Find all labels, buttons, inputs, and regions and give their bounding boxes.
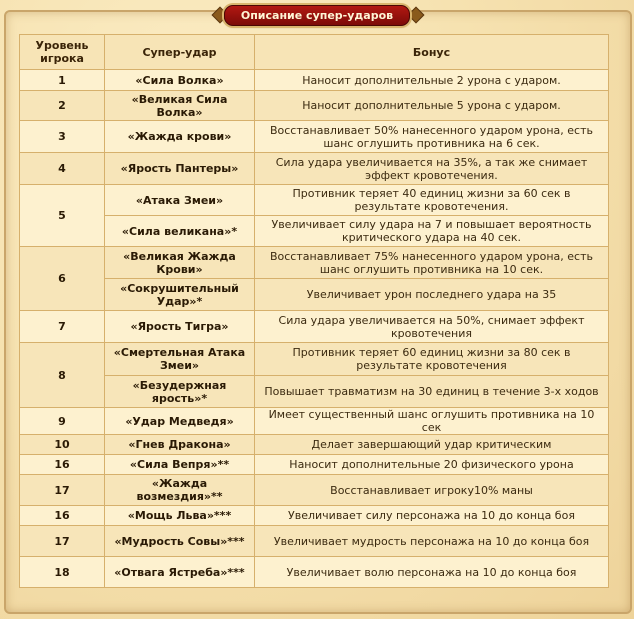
bonus-cell: Восстанавливает игроку10% маны [255, 475, 609, 506]
bonus-cell: Наносит дополнительные 5 урона с ударом. [255, 91, 609, 121]
table-row [20, 216, 609, 247]
level-cell: 17 [20, 475, 105, 506]
table-row [20, 70, 609, 91]
table-row [20, 376, 609, 408]
bonus-cell: Восстанавливает 50% нанесенного ударом урона, есть шанс оглушить противника на 6 сек. [255, 121, 609, 153]
level-cell: 1 [20, 70, 105, 91]
bonus-cell: Противник теряет 40 единиц жизни за 60 сек в результате кровотечения. [255, 185, 609, 216]
table-row [20, 153, 609, 185]
bonus-cell: Противник теряет 60 единиц жизни за 80 сек в результате кровотечения [255, 343, 609, 376]
bonus-cell: Увеличивает урон последнего удара на 35 [255, 279, 609, 311]
column-header-strike: Супер-удар [105, 35, 255, 70]
bonus-cell: Сила удара увеличивается на 50%, снимает эффект кровотечения [255, 311, 609, 343]
level-cell: 17 [20, 526, 105, 557]
level-cell: 7 [20, 311, 105, 343]
strike-name-cell: «Великая Жажда Крови» [105, 247, 255, 279]
level-cell: 8 [20, 343, 105, 408]
bonus-cell: Имеет существенный шанс оглушить противника на 10 сек [255, 408, 609, 435]
strike-name-cell: «Сила великана»* [105, 216, 255, 247]
table-row [20, 185, 609, 216]
column-header-level: Уровень игрока [20, 35, 105, 70]
level-cell: 3 [20, 121, 105, 153]
bonus-cell: Увеличивает мудрость персонажа на 10 до конца боя [255, 526, 609, 557]
strike-name-cell: «Ярость Пантеры» [105, 153, 255, 185]
strike-name-cell: «Мудрость Совы»*** [105, 526, 255, 557]
column-header-bonus: Бонус [255, 35, 609, 70]
strike-name-cell: «Отвага Ястреба»*** [105, 557, 255, 588]
level-cell: 16 [20, 455, 105, 475]
bonus-cell: Делает завершающий удар критическим [255, 435, 609, 455]
strike-name-cell: «Атака Змеи» [105, 185, 255, 216]
bonus-cell: Повышает травматизм на 30 единиц в течение 3-х ходов [255, 376, 609, 408]
table-row [20, 343, 609, 376]
super-strikes-table [19, 34, 609, 588]
table-row [20, 311, 609, 343]
strike-name-cell: «Безудержная ярость»* [105, 376, 255, 408]
level-cell: 5 [20, 185, 105, 247]
bonus-cell: Увеличивает силу персонажа на 10 до конца боя [255, 506, 609, 526]
level-cell: 18 [20, 557, 105, 588]
strike-name-cell: «Жажда возмездия»** [105, 475, 255, 506]
level-cell: 6 [20, 247, 105, 311]
strike-name-cell: «Сила Вепря»** [105, 455, 255, 475]
level-cell: 2 [20, 91, 105, 121]
table-row [20, 247, 609, 279]
table-row [20, 557, 609, 588]
bonus-cell: Восстанавливает 75% нанесенного ударом урона, есть шанс оглушить противника на 10 сек. [255, 247, 609, 279]
bonus-cell: Увеличивает волю персонажа на 10 до конца боя [255, 557, 609, 588]
strike-name-cell: «Ярость Тигра» [105, 311, 255, 343]
table-row [20, 475, 609, 506]
strike-name-cell: «Смертельная Атака Змеи» [105, 343, 255, 376]
section-title: Описание супер-ударов [224, 5, 410, 26]
bonus-cell: Наносит дополнительные 20 физического урона [255, 455, 609, 475]
strike-name-cell: «Гнев Дракона» [105, 435, 255, 455]
level-cell: 10 [20, 435, 105, 455]
strike-name-cell: «Сила Волка» [105, 70, 255, 91]
table-header-row [20, 35, 609, 70]
level-cell: 4 [20, 153, 105, 185]
table-row [20, 455, 609, 475]
strike-name-cell: «Удар Медведя» [105, 408, 255, 435]
level-cell: 16 [20, 506, 105, 526]
table-row [20, 435, 609, 455]
level-cell: 9 [20, 408, 105, 435]
table-row [20, 121, 609, 153]
table-row [20, 408, 609, 435]
strike-name-cell: «Сокрушительный Удар»* [105, 279, 255, 311]
strike-name-cell: «Жажда крови» [105, 121, 255, 153]
table-row [20, 91, 609, 121]
strike-name-cell: «Мощь Льва»*** [105, 506, 255, 526]
table-row [20, 526, 609, 557]
strike-name-cell: «Великая Сила Волка» [105, 91, 255, 121]
bonus-cell: Наносит дополнительные 2 урона с ударом. [255, 70, 609, 91]
table-row [20, 279, 609, 311]
bonus-cell: Сила удара увеличивается на 35%, а так же снимает эффект кровотечения. [255, 153, 609, 185]
table-row [20, 506, 609, 526]
bonus-cell: Увеличивает силу удара на 7 и повышает вероятность критического удара на 40 сек. [255, 216, 609, 247]
